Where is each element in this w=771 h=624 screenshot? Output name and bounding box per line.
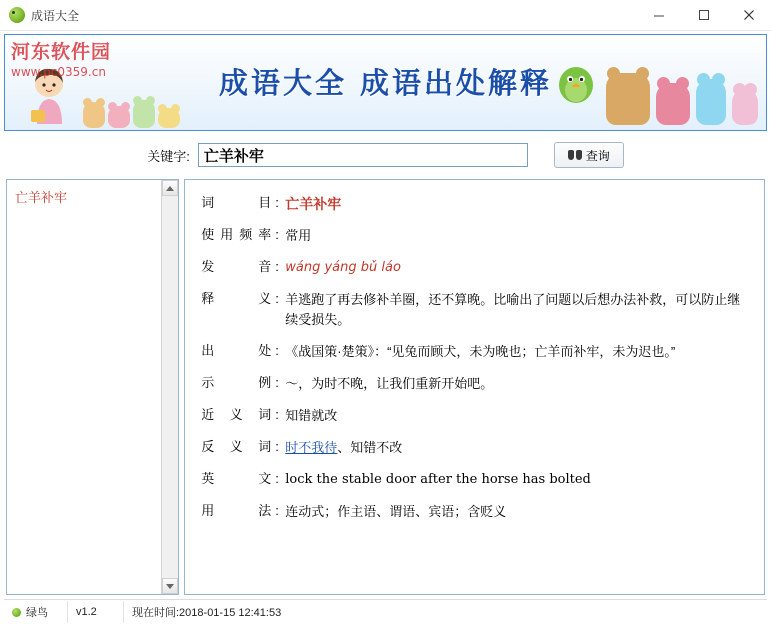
search-label: 关键字: <box>147 148 190 164</box>
plush-toys-illustration <box>606 53 758 125</box>
search-bar <box>0 131 771 179</box>
status-version: v1.2 <box>68 601 124 623</box>
query-button[interactable] <box>554 142 624 168</box>
query-button-label: 查询 <box>585 148 610 163</box>
antonym-rest: 、知错不改 <box>337 440 403 455</box>
close-icon[interactable] <box>726 1 771 30</box>
search-input[interactable] <box>198 143 528 167</box>
detail-colon: : <box>275 439 279 454</box>
detail-value-pronunciation: wáng yáng bǔ láo <box>285 260 401 275</box>
detail-label: 用 法 <box>201 503 272 518</box>
window-title: 成语大全 <box>31 8 80 23</box>
detail-content <box>185 180 764 594</box>
detail-value-title: 亡羊补牢 <box>285 196 342 212</box>
antonym-link[interactable]: 时不我待 <box>285 440 338 455</box>
minimize-icon[interactable] <box>636 1 681 30</box>
detail-colon: : <box>275 291 279 306</box>
banner-title: 成语大全 成语出处解释 <box>218 66 553 100</box>
scroll-up-icon[interactable] <box>162 180 178 196</box>
detail-label: 使用频率 <box>201 227 272 242</box>
detail-label: 词 目 <box>201 195 272 210</box>
detail-label: 示 例 <box>201 375 272 390</box>
detail-row-frequency <box>201 226 742 246</box>
green-bird-status-icon <box>12 608 21 617</box>
detail-colon: : <box>275 503 279 518</box>
detail-row-definition <box>201 290 742 330</box>
detail-value-frequency: 常用 <box>285 228 312 243</box>
status-time: 现在时间:2018-01-15 12:41:53 <box>132 607 282 619</box>
detail-row-usage <box>201 502 742 522</box>
scroll-down-icon[interactable] <box>162 578 178 594</box>
detail-row-english <box>201 470 742 490</box>
detail-row-title <box>201 194 742 214</box>
detail-label: 出 处 <box>201 343 272 358</box>
title-bar <box>0 0 771 31</box>
detail-value-source: 《战国策·楚策》：“见兔而顾犬，未为晚也；亡羊而补牢，未为迟也。” <box>285 344 676 359</box>
detail-value-example: ～，为时不晚，让我们重新开始吧。 <box>285 376 494 391</box>
detail-value-antonyms <box>285 438 742 458</box>
detail-panel <box>184 179 765 595</box>
detail-row-example <box>201 374 742 394</box>
detail-row-pronunciation <box>201 258 742 278</box>
detail-colon: : <box>275 471 279 486</box>
maximize-icon[interactable] <box>681 1 726 30</box>
status-app-name-label: 绿鸟 <box>26 607 48 619</box>
detail-row-synonyms <box>201 406 742 426</box>
detail-colon: : <box>275 259 279 274</box>
watermark-line2: www.pc0359.cn <box>11 65 106 79</box>
status-bar <box>4 599 767 624</box>
green-bird-icon <box>9 7 25 23</box>
green-bird-illustration <box>554 57 598 105</box>
detail-label: 英 文 <box>201 471 272 486</box>
detail-row-antonyms <box>201 438 742 458</box>
watermark-line1: 河东软件园 <box>11 41 112 63</box>
result-list-panel <box>6 179 179 595</box>
detail-label: 发 音 <box>201 259 272 274</box>
detail-colon: : <box>275 407 279 422</box>
detail-label: 近 义 词 <box>201 407 272 422</box>
binoculars-icon <box>568 150 582 160</box>
detail-colon: : <box>275 343 279 358</box>
result-list[interactable] <box>7 180 178 594</box>
main-content <box>0 179 771 595</box>
detail-value-definition: 羊逃跑了再去修补羊圈，还不算晚。比喻出了问题以后想办法补救，可以防止继续受损失。 <box>285 292 741 327</box>
list-scrollbar[interactable] <box>161 180 178 594</box>
detail-label: 释 义 <box>201 291 272 306</box>
detail-label: 反 义 词 <box>201 439 272 454</box>
list-item[interactable]: 亡羊补牢 <box>15 190 68 205</box>
detail-colon: : <box>275 375 279 390</box>
detail-colon: : <box>275 227 279 242</box>
detail-colon: : <box>275 195 279 210</box>
detail-value-usage: 连动式；作主语、谓语、宾语；含贬义 <box>285 504 507 519</box>
detail-value-english: lock the stable door after the horse has bolted <box>285 472 591 487</box>
banner <box>4 34 767 131</box>
window-controls <box>636 0 771 30</box>
detail-value-synonyms[interactable]: 知错就改 <box>285 408 338 423</box>
status-app-name <box>4 601 68 623</box>
detail-row-source <box>201 342 742 362</box>
